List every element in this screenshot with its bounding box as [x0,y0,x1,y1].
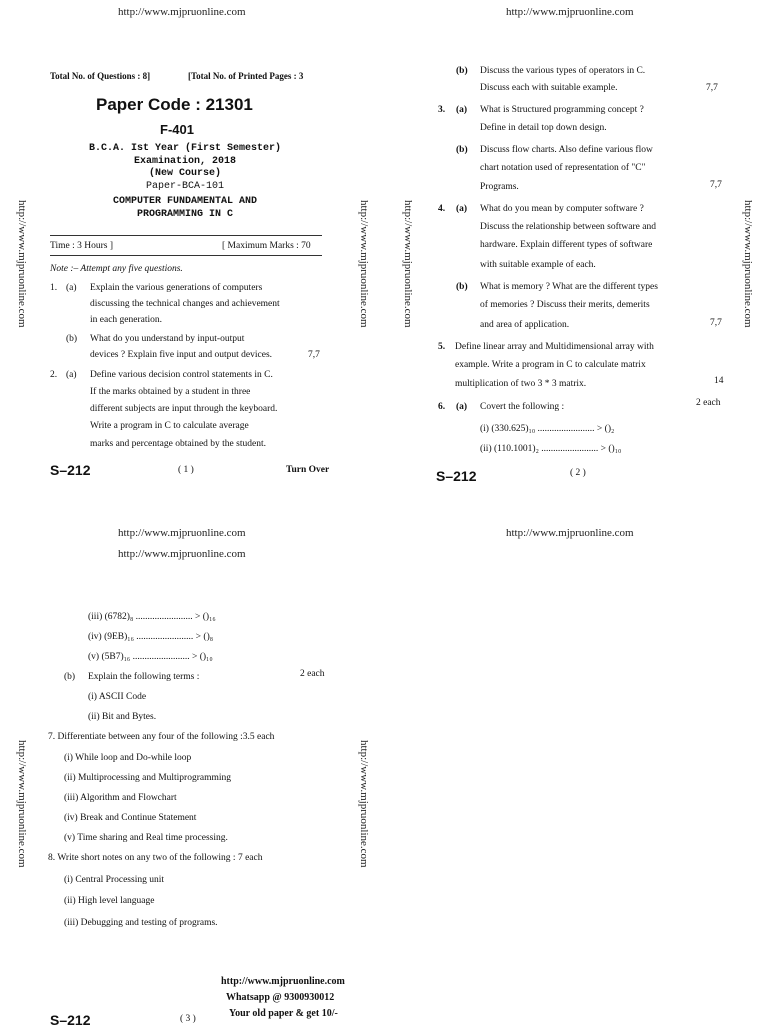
q3b-label: (b) [456,145,468,155]
q7-item: (v) Time sharing and Real time processing. [64,833,228,843]
exam-title [60,143,310,221]
q2a-text: If the marks obtained by a student in three [90,387,251,397]
q2b-text: Discuss the various types of operators in C. [480,66,646,76]
q1-number: 1. [50,283,58,293]
q4a-text: hardware. Explain different types of software [480,240,653,250]
q6b-text: Explain the following terms : [88,672,200,682]
q3b-text: Programs. [480,182,519,192]
q7-item: (iii) Algorithm and Flowchart [64,793,177,803]
q1-marks: 7,7 [308,350,320,360]
q2a-text: different subjects are input through the keyboard. [90,404,278,414]
q6b-label: (b) [64,672,76,682]
q2-number: 2. [50,370,58,380]
watermark-vertical: http://www.mjpruonline.com [402,200,414,328]
q1a-text: in each generation. [90,315,163,325]
promo-whatsapp: Whatsapp @ 9300930012 [226,992,335,1003]
q5-text: multiplication of two 3 * 3 matrix. [455,379,587,389]
page-number: ( 2 ) [570,468,586,478]
q4b-text: of memories ? Discuss their merits, demerits [480,300,650,310]
divider [50,235,322,236]
q1a-label: (a) [66,283,77,293]
footer-code: S–212 [50,462,91,478]
q6a-label: (a) [456,402,468,412]
q1b-text: What do you understand by input-output [90,334,245,344]
q3b-text: Discuss flow charts. Also define various flow [480,145,653,155]
subject-line-1: COMPUTER FUNDAMENTAL AND [112,196,258,207]
q6a-item: (iii) (6782)₈ ........................ > ()₁₆ [88,612,216,622]
q7-text: 7. Differentiate between any four of the following :3.5 each [48,732,275,742]
title-line-1: B.C.A. Ist Year (First Semester) [88,143,282,154]
q2b-text: Discuss each with suitable example. [480,83,618,93]
q1a-text: discussing the technical changes and achievement [90,299,280,309]
q6a-marks: 2 each [696,398,721,408]
footer-code: S–212 [50,1012,91,1028]
q4-marks: 7,7 [710,318,722,328]
watermark-url[interactable]: http://www.mjpruonline.com [506,6,634,18]
q6a-item: (i) (330.625)₁₀ ........................ > ()₂ [480,424,615,434]
page-number: ( 3 ) [180,1014,196,1024]
q2a-label: (a) [66,370,77,380]
page-number: ( 1 ) [178,465,194,475]
q5-text: Define linear array and Multidimensional array with [455,342,654,352]
q6a-item: (iv) (9EB)₁₆ ........................ > ()₈ [88,632,214,642]
q4-number: 4. [438,204,446,214]
watermark-vertical: http://www.mjpruonline.com [16,740,28,868]
course-code: F-401 [160,122,194,137]
q6a-item: (v) (5B7)₁₆ ........................ > ()₁₀ [88,652,213,662]
q3-marks: 7,7 [710,180,722,190]
note: Note :– Attempt any five questions. [50,264,183,274]
q3-number: 3. [438,105,446,115]
q6a-item: (ii) (110.1001)₂ ........................ > ()₁₀ [480,444,622,454]
q5-number: 5. [438,342,446,352]
footer-code: S–212 [436,468,477,484]
watermark-url[interactable]: http://www.mjpruonline.com [118,527,246,539]
q4b-label: (b) [456,282,468,292]
header-total-pages: [Total No. of Printed Pages : 3 [188,71,304,81]
watermark-url[interactable]: http://www.mjpruonline.com [506,527,634,539]
watermark-vertical: http://www.mjpruonline.com [358,200,370,328]
q5-marks: 14 [714,376,724,386]
promo-url[interactable]: http://www.mjpruonline.com [221,976,345,987]
q7-item: (i) While loop and Do-while loop [64,753,192,763]
q1b-text: devices ? Explain five input and output devices. [90,350,273,360]
title-line-2: Examination, 2018 [133,155,237,167]
max-marks-label: [ Maximum Marks : 70 [222,241,311,251]
q4a-text: What do you mean by computer software ? [480,204,644,214]
divider [50,255,322,256]
promo-offer: Your old paper & get 10/- [229,1008,338,1019]
q3b-text: chart notation used of representation of "C" [480,163,646,173]
time-label: Time : 3 Hours ] [50,241,113,251]
q8-item: (iii) Debugging and testing of programs. [64,918,218,928]
q6-number: 6. [438,402,446,412]
q2a-text: Define various decision control statements in C. [90,370,273,380]
q6b-item: (i) ASCII Code [88,692,147,702]
watermark-vertical: http://www.mjpruonline.com [16,200,28,328]
subject-line-2: PROGRAMMING IN C [136,208,233,220]
q7-item: (ii) Multiprocessing and Multiprogramming [64,773,232,783]
q3a-text: Define in detail top down design. [480,123,607,133]
watermark-vertical: http://www.mjpruonline.com [358,740,370,868]
q2a-text: marks and percentage obtained by the student. [90,439,266,449]
q6a-text: Covert the following : [480,402,565,412]
q4a-label: (a) [456,204,468,214]
watermark-url[interactable]: http://www.mjpruonline.com [118,6,246,18]
q3a-text: What is Structured programming concept ? [480,105,644,115]
q6b-marks: 2 each [300,669,325,679]
q2a-text: Write a program in C to calculate average [90,421,249,431]
q4b-text: and area of application. [480,320,570,330]
q1a-text: Explain the various generations of computers [90,283,263,293]
q8-text: 8. Write short notes on any two of the following : 7 each [48,853,263,863]
q2b-label: (b) [456,66,468,76]
paper-code: Paper Code : 21301 [96,95,253,114]
q8-item: (i) Central Processing unit [64,875,164,885]
q6b-item: (ii) Bit and Bytes. [88,712,157,722]
q4b-text: What is memory ? What are the different types [480,282,658,292]
watermark-url[interactable]: http://www.mjpruonline.com [118,548,246,560]
title-line-3: (New Course) [148,168,221,179]
title-line-4: Paper-BCA-101 [145,180,224,192]
watermark-vertical: http://www.mjpruonline.com [742,200,754,328]
q8-item: (ii) High level language [64,896,155,906]
turn-over: Turn Over [286,465,330,475]
q4a-text: with suitable example of each. [480,260,596,270]
header-total-questions: Total No. of Questions : 8] [50,71,151,81]
q2b-marks: 7,7 [706,83,718,93]
q1b-label: (b) [66,334,78,344]
q3a-label: (a) [456,105,468,115]
q4a-text: Discuss the relationship between software and [480,222,656,232]
q5-text: example. Write a program in C to calculate matrix [455,360,646,370]
q7-item: (iv) Break and Continue Statement [64,813,197,823]
